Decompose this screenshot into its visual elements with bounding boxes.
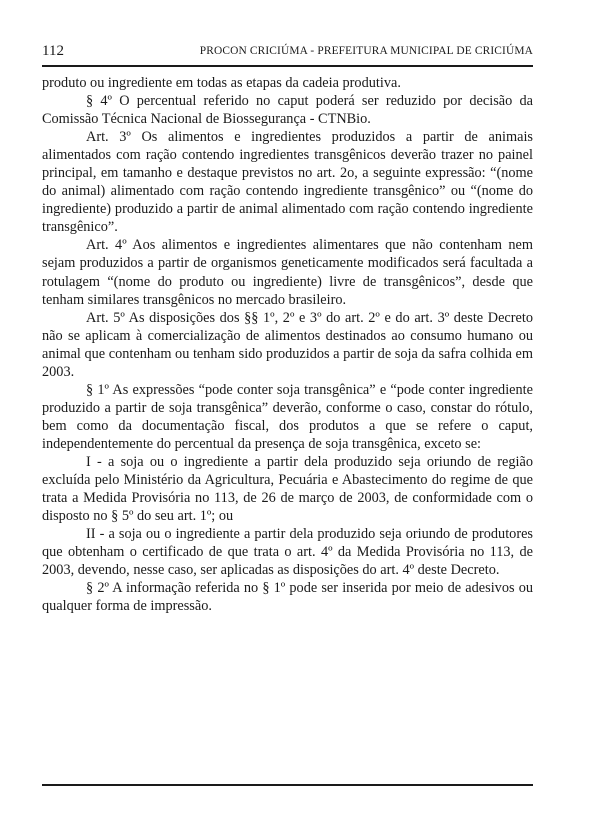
paragraph-art5: Art. 5º As disposições dos §§ 1º, 2º e 3º do art. 2º e do art. 3º deste Decreto não se aplicam à comercialização de alimentos destinados ao consumo humano ou animal que contenham ou tenham sido produzidos a partir de soja da safra colhida em 2003. xyxy=(42,309,533,380)
header-rule xyxy=(42,65,533,67)
page-number: 112 xyxy=(42,43,64,59)
paragraph-art2-par4: § 4º O percentual referido no caput poderá ser reduzido por decisão da Comissão Técnica Nacional de Biossegurança - CTNBio. xyxy=(42,93,533,128)
document-body xyxy=(42,74,533,615)
page-header xyxy=(42,42,533,62)
footer-rule xyxy=(42,784,533,786)
paragraph-art5-par1: § 1º As expressões “pode conter soja transgênica” e “pode conter ingrediente produzido a partir de soja transgênica” deverão, conforme o caso, constar do rótulo, bem como da documentação fiscal, dos produtos a que se refere o caput, independentemente do percentual da presença de soja transgênica, exceto se: xyxy=(42,381,533,452)
running-head: PROCON CRICIÚMA - PREFEITURA MUNICIPAL DE CRICIÚMA xyxy=(199,45,533,57)
paragraph-continuation: produto ou ingrediente em todas as etapas da cadeia produtiva. xyxy=(42,75,401,91)
paragraph-art4: Art. 4º Aos alimentos e ingredientes alimentares que não contenham nem sejam produzidos a partir de organismos geneticamente modificados será facultada a rotulagem “(nome do produto ou ingrediente) livre de transgênicos”, desde que tenham similares transgênicos no mercado brasileiro. xyxy=(42,237,533,308)
paragraph-art5-item1: I - a soja ou o ingrediente a partir dela produzido seja oriundo de região excluída pelo Ministério da Agricultura, Pecuária e Abastecimento do regime de que trata a Medida Provisória no 113, de 26 de março de 2003, de conformidade com o disposto no § 5º do seu art. 1º; ou xyxy=(42,453,533,525)
paragraph-art3: Art. 3º Os alimentos e ingredientes produzidos a partir de animais alimentados com ração contendo ingredientes transgênicos deverão trazer no painel principal, em tamanho e destaque previstos no art. 2o, a seguinte expressão: “(nome do animal) alimentado com ração contendo ingrediente transgênico” ou “(nome do ingrediente) produzido a partir de animal alimentado com ração contendo ingrediente transgênico”. xyxy=(42,129,533,236)
paragraph-art5-item2: II - a soja ou o ingrediente a partir dela produzido seja oriundo de produtores que obtenham o certificado de que trata o art. 4º da Medida Provisória no 113, de 2003, devendo, nesse caso, ser aplicadas as disposições do art. 4º deste Decreto. xyxy=(42,526,533,579)
paragraph-art5-par2: § 2º A informação referida no § 1º pode ser inserida por meio de adesivos ou qualquer forma de impressão. xyxy=(42,580,533,615)
